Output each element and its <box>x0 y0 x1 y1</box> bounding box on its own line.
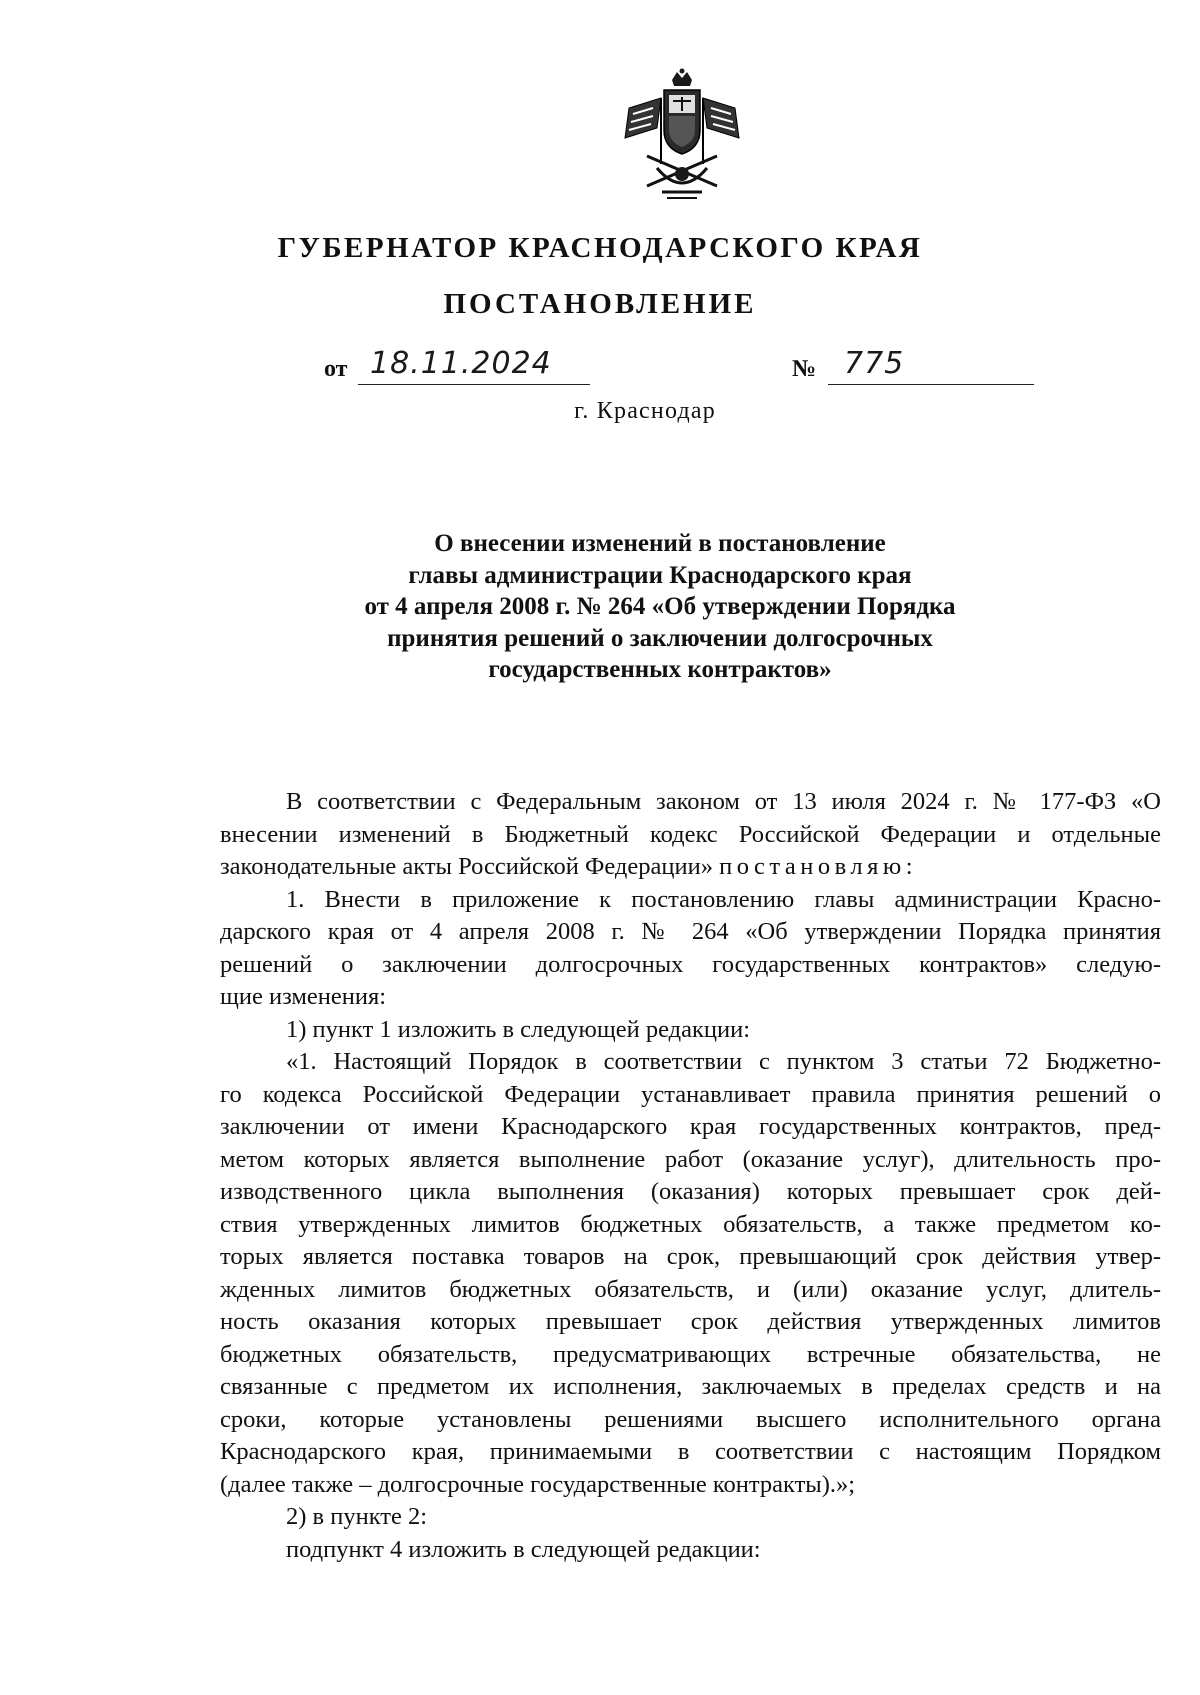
body-line: Краснодарского края, принимаемыми в соответствии с настоящим Порядком <box>220 1438 1161 1465</box>
body-line: В соответствии с Федеральным законом от 13 июля 2024 г. № 177-ФЗ «О <box>286 788 1161 815</box>
subject-line: главы администрации Краснодарского края <box>408 561 912 589</box>
coat-of-arms-icon <box>617 68 747 204</box>
number-value: 775 <box>844 346 905 381</box>
body-line: изводственного цикла выполнения (оказания) которых превышает срок дей- <box>220 1178 1161 1205</box>
document-subject <box>300 528 1020 686</box>
document-body <box>220 786 1161 1566</box>
body-line: щие изменения: <box>220 983 387 1010</box>
body-line: ствия утвержденных лимитов бюджетных обязательств, а также предметом ко- <box>220 1210 1161 1238</box>
date-value: 18.11.2024 <box>370 346 552 381</box>
date-field <box>358 346 590 385</box>
resolve-word: постановляю <box>719 853 906 880</box>
body-line: торых является поставка товаров на срок, превышающий срок действия утвер- <box>220 1243 1161 1270</box>
body-line: связанные с предметом их исполнения, заключаемых в пределах средств и на <box>220 1373 1161 1400</box>
document-type: ПОСТАНОВЛЕНИЕ <box>443 288 757 320</box>
subject-line: от 4 апреля 2008 г. № 264 «Об утверждении Порядка <box>364 593 956 620</box>
body-line: бюджетных обязательств, предусматривающих встречные обязательства, не <box>220 1340 1161 1368</box>
body-line: го кодекса Российской Федерации устанавливает правила принятия решений о <box>220 1080 1161 1108</box>
number-label: № <box>792 356 817 382</box>
body-line: внесении изменений в Бюджетный кодекс Российской Федерации и отдельные <box>220 820 1161 848</box>
body-text: : <box>905 853 913 880</box>
body-line: 1) пункт 1 изложить в следующей редакции: <box>286 1015 751 1043</box>
city-label: г. Краснодар <box>574 398 716 424</box>
body-line <box>220 851 1161 884</box>
body-line: решений о заключении долгосрочных государственных контрактов» следую- <box>220 950 1161 978</box>
body-line: дарского края от 4 апреля 2008 г. № 264 «Об утверждении Порядка принятия <box>220 918 1161 945</box>
body-line: ность оказания которых превышает срок действия утвержденных лимитов <box>220 1308 1161 1335</box>
body-line: 1. Внести в приложение к постановлению главы администрации Красно- <box>286 885 1161 913</box>
authority-title: ГУБЕРНАТОР КРАСНОДАРСКОГО КРАЯ <box>277 232 923 264</box>
body-line: «1. Настоящий Порядок в соответствии с пунктом 3 статьи 72 Бюджетно- <box>286 1048 1161 1075</box>
body-line: жденных лимитов бюджетных обязательств, и (или) оказание услуг, длитель- <box>220 1275 1161 1303</box>
date-label: от <box>324 356 348 382</box>
date-number-row <box>324 346 1034 390</box>
body-text: законодательные акты Российской Федерации» <box>220 853 713 880</box>
subject-line: государственных контрактов» <box>488 656 832 683</box>
subject-line: принятия решений о заключении долгосрочных <box>387 624 933 652</box>
body-line: (далее также – долгосрочные государственные контракты).»; <box>220 1470 856 1498</box>
body-line: сроки, которые установлены решениями высшего исполнительного органа <box>220 1405 1161 1433</box>
body-line: метом которых является выполнение работ (оказание услуг), длительность про- <box>220 1145 1161 1173</box>
body-line: заключении от имени Краснодарского края государственных контрактов, пред- <box>220 1113 1161 1140</box>
body-line: 2) в пункте 2: <box>286 1503 428 1530</box>
body-line: подпункт 4 изложить в следующей редакции: <box>286 1535 761 1563</box>
subject-line: О внесении изменений в постановление <box>434 530 886 557</box>
number-field <box>828 346 1034 385</box>
